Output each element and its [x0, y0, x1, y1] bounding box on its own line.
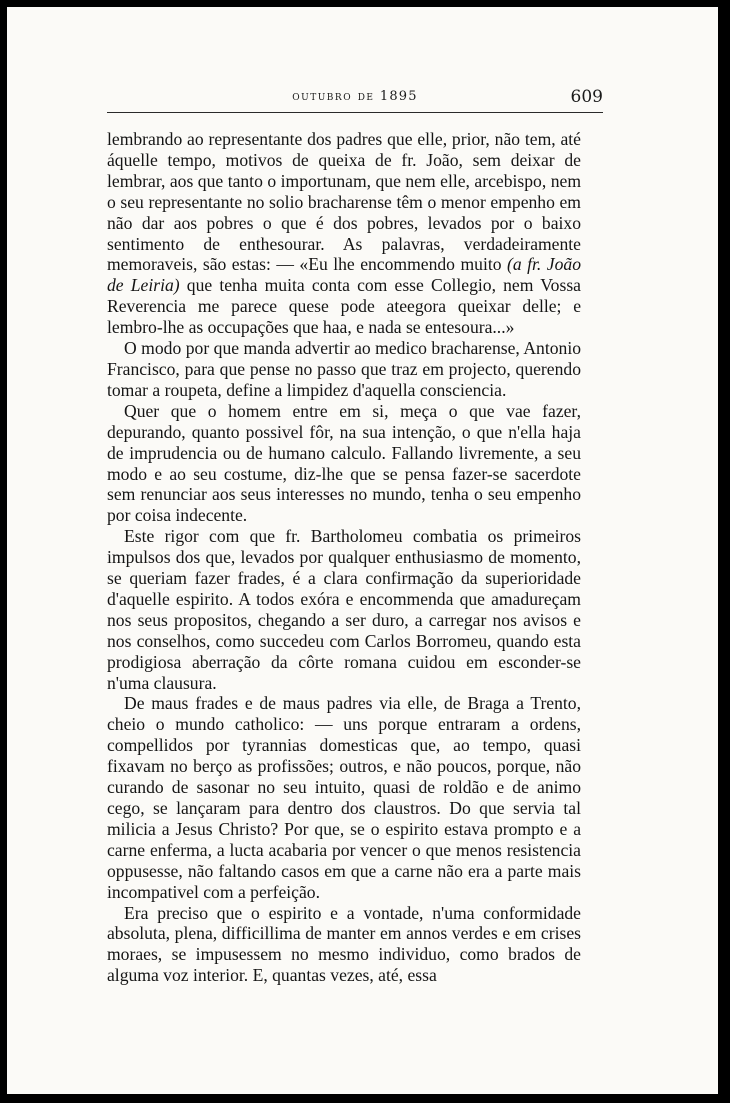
running-title [107, 89, 603, 104]
body-text [107, 129, 581, 986]
paragraph-1 [107, 129, 581, 338]
header-rule [107, 112, 603, 113]
paragraph-1-italic: (a fr. João de Leiria) [107, 254, 581, 296]
book-page [7, 7, 718, 1094]
header-month: outubro de [292, 89, 375, 104]
page-header [107, 87, 603, 113]
paragraph-4: Este rigor com que fr. Bartholomeu combatia os primeiros impulsos dos que, levados por qualquer enthusiasmo de momento, se queriam fazer frades, é a clara confirmação da superioridade d'aquelle espirito. A todos exóra e encommenda que amadureçam nos seus propositos, chegando a ser duro, a carregar nos avisos e nos conselhos, como succedeu com Carlos Borromeu, quando esta prodigiosa aberração da côrte romana cuidou em esconder-se n'uma clausura. [107, 526, 581, 693]
header-year: 1895 [379, 89, 418, 104]
page-number: 609 [570, 87, 603, 107]
paragraph-5: De maus frades e de maus padres via elle, de Braga a Trento, cheio o mundo catholico: — uns porque entraram a ordens, compellidos por tyrannias domesticas que, ao tempo, quasi fixavam no berço as profissões; outros, e não poucos, porque, não curando de sasonar no seu intuito, quasi de roldão e de animo cego, se lançaram para dentro dos claustros. Do que servia tal milicia a Jesus Christo? Por que, se o espirito estava prompto e a carne enferma, a lucta acabaria por vencer o que menos resistencia oppusesse, não faltando casos em que a carne não era a parte mais incompativel com a perfeição. [107, 693, 581, 902]
paragraph-1-start: lembrando ao representante dos padres que elle, prior, não tem, até áquelle tempo, motivos de queixa de fr. João, sem deixar de lembrar, aos que tanto o importunam, que nem elle, arcebispo, nem o seu representante no solio bracharense têm o menor empenho em não dar aos pobres o que é dos pobres, levados por o baixo sentimento de enthesourar. As palavras, verdadeiramente memoraveis, são estas: — «Eu lhe encommendo muito [107, 129, 581, 275]
paragraph-2: O modo por que manda advertir ao medico bracharense, Antonio Francisco, para que pense no passo que traz em projecto, querendo tomar a roupeta, define a limpidez d'aquella consciencia. [107, 338, 581, 400]
paragraph-6: Era preciso que o espirito e a vontade, n'uma conformidade absoluta, plena, difficillima de manter em annos verdes e em crises moraes, se impusessem no mesmo individuo, como brados de alguma voz interior. E, quantas vezes, até, essa [107, 902, 581, 986]
paragraph-3: Quer que o homem entre em si, meça o que vae fazer, depurando, quanto possivel fôr, na sua intenção, o que n'ella haja de imprudencia ou de humano calculo. Fallando livremente, a seu modo e ao seu costume, diz-lhe que se pensa fazer-se sacerdote sem renunciar aos seus interesses no mundo, tenha o seu empenho por coisa indecente. [107, 400, 581, 526]
paragraph-1-end: que tenha muita conta com esse Collegio, nem Vossa Reverencia me parece quese pode ateegora queixar delle; e lembro-lhe as occupações que haa, e nada se entesoura...» [107, 275, 581, 338]
